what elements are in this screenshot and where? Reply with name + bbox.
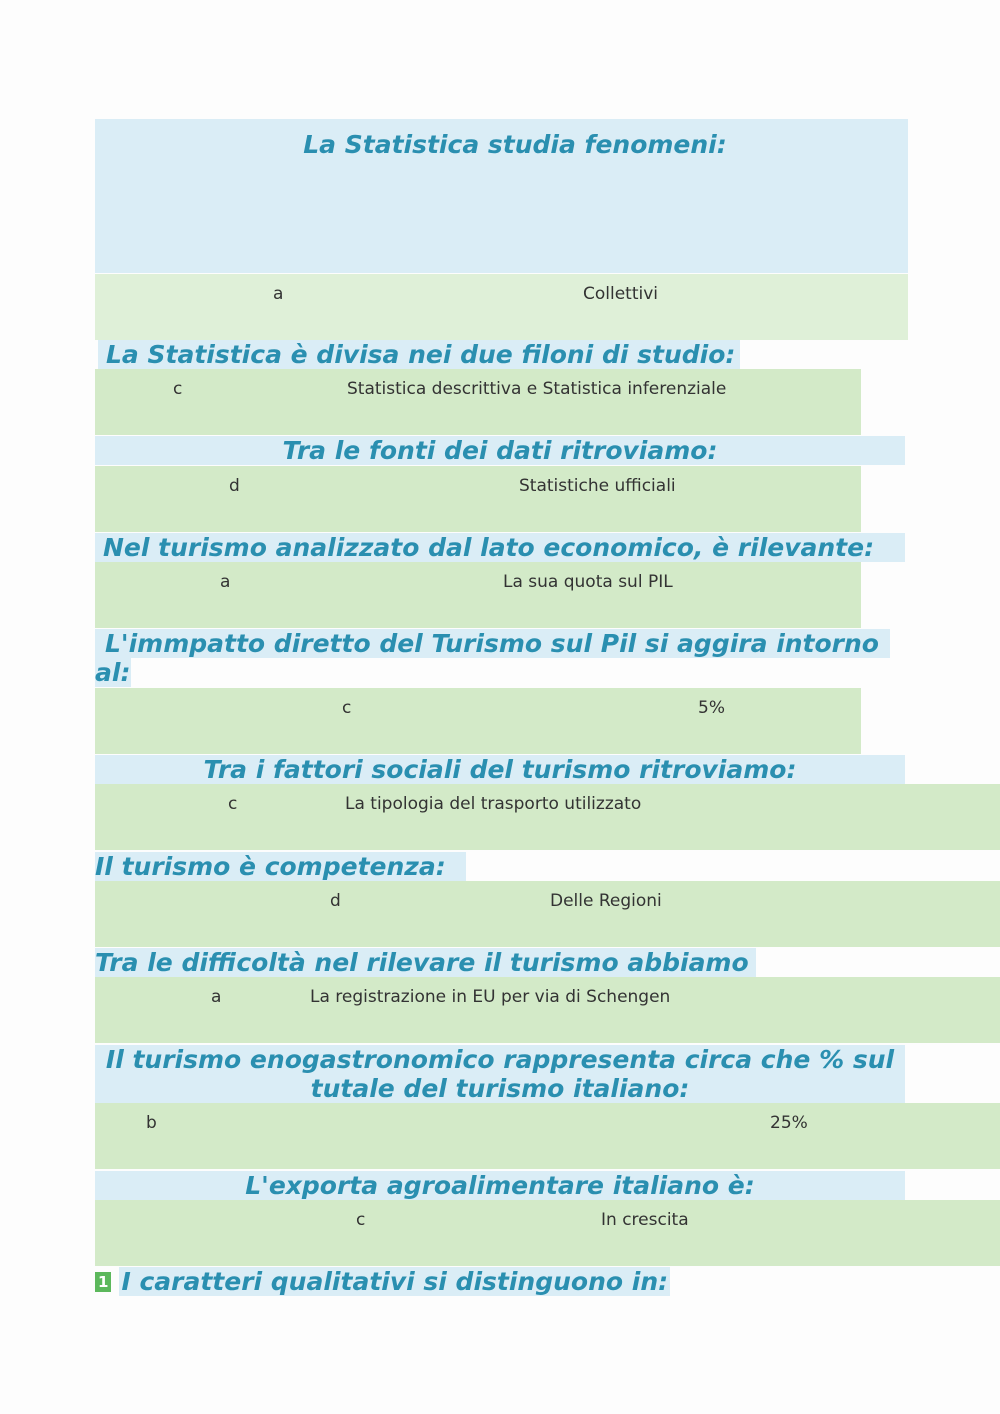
answer-letter: a bbox=[211, 987, 222, 1007]
question-9-line-1: Il turismo enogastronomico rappresenta circa che % sul bbox=[95, 1045, 905, 1074]
answer-text: La tipologia del trasporto utilizzato bbox=[345, 794, 642, 814]
answer-text: Delle Regioni bbox=[550, 891, 662, 911]
question-11 bbox=[95, 1267, 670, 1296]
answer-text: La sua quota sul PIL bbox=[503, 572, 673, 592]
answer-letter: d bbox=[229, 476, 240, 496]
question-9-line-2: tutale del turismo italiano: bbox=[95, 1074, 905, 1103]
question-5-line-2: al: bbox=[95, 658, 131, 687]
answer-row-4 bbox=[95, 562, 861, 628]
answer-text: Statistiche ufficiali bbox=[519, 476, 676, 496]
answer-row-7 bbox=[95, 881, 1000, 947]
answer-row-9 bbox=[95, 1103, 1000, 1169]
answer-row-10 bbox=[95, 1200, 1000, 1266]
question-4: Nel turismo analizzato dal lato economico, è rilevante: bbox=[95, 533, 905, 562]
question-2: La Statistica è divisa nei due filoni di studio: bbox=[98, 340, 740, 369]
answer-row-2 bbox=[95, 369, 861, 435]
answer-text: Statistica descrittiva e Statistica inferenziale bbox=[347, 379, 727, 399]
answer-row-3 bbox=[95, 466, 861, 532]
answer-letter: b bbox=[146, 1113, 157, 1133]
answer-text: In crescita bbox=[601, 1210, 689, 1230]
answer-row-8 bbox=[95, 977, 1000, 1043]
answer-letter: d bbox=[330, 891, 341, 911]
question-10: L'exporta agroalimentare italiano è: bbox=[95, 1171, 905, 1200]
answer-text: La registrazione in EU per via di Schengen bbox=[310, 987, 671, 1007]
answer-text: 5% bbox=[698, 698, 725, 718]
question-8: Tra le difficoltà nel rilevare il turismo abbiamo bbox=[95, 948, 756, 977]
question-5-line-1: L'immpatto diretto del Turismo sul Pil si aggira intorno bbox=[95, 629, 890, 658]
answer-letter: c bbox=[356, 1210, 366, 1230]
answer-letter: c bbox=[228, 794, 238, 814]
answer-letter: c bbox=[173, 379, 183, 399]
answer-letter: a bbox=[220, 572, 231, 592]
answer-text: 25% bbox=[770, 1113, 808, 1133]
question-11-text: I caratteri qualitativi si distinguono in: bbox=[121, 1267, 669, 1296]
question-number-badge: 1 bbox=[95, 1272, 111, 1292]
question-3: Tra le fonti dei dati ritroviamo: bbox=[95, 436, 905, 465]
question-6: Tra i fattori sociali del turismo ritroviamo: bbox=[95, 755, 905, 784]
answer-row-1 bbox=[95, 274, 908, 340]
question-1: La Statistica studia fenomeni: bbox=[303, 130, 727, 159]
question-7: Il turismo è competenza: bbox=[95, 852, 466, 881]
answer-row-6 bbox=[95, 784, 1000, 850]
answer-row-5 bbox=[95, 688, 861, 754]
answer-text: Collettivi bbox=[583, 284, 659, 304]
answer-letter: a bbox=[273, 284, 284, 304]
answer-letter: c bbox=[342, 698, 352, 718]
